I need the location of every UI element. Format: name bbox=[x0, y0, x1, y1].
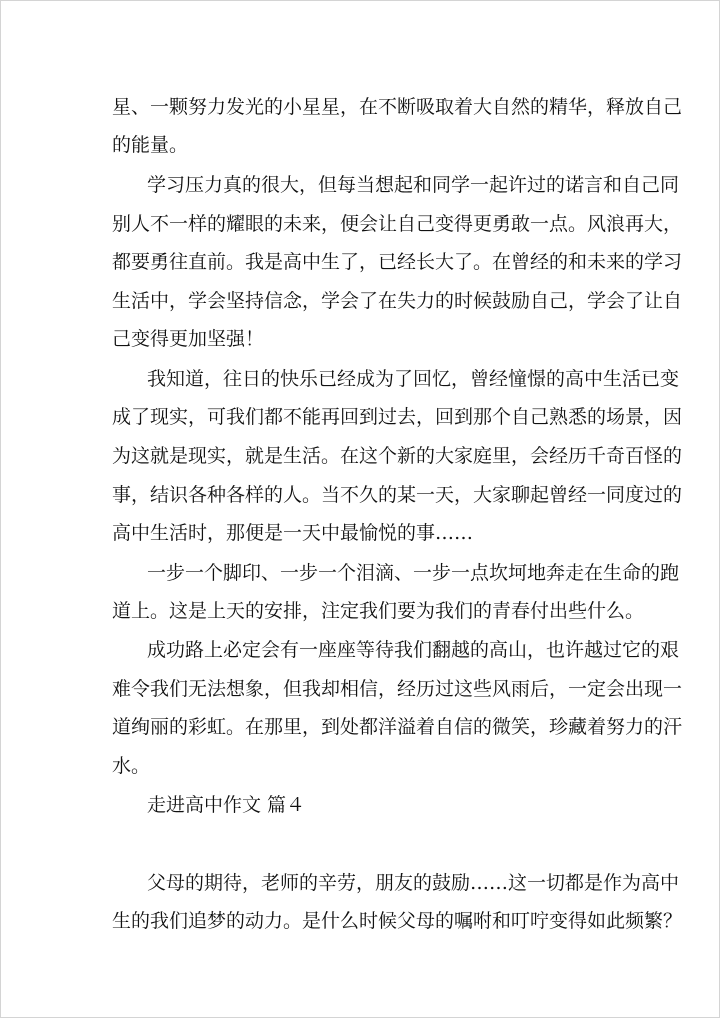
text-line: 高中生活时，那便是一天中最愉悦的事…… bbox=[112, 522, 474, 544]
text-line: 水。 bbox=[112, 755, 151, 777]
paragraph-start-line: 我知道，往日的快乐已经成为了回忆，曾经憧憬的高中生活已变 bbox=[147, 368, 680, 390]
paragraph-start-line: 学习压力真的很大，但每当想起和同学一起许过的诺言和自己同 bbox=[147, 174, 680, 196]
text-line: 为这就是现实，就是生活。在这个新的大家庭里，会经历千奇百怪的 bbox=[112, 445, 683, 467]
section-heading: 走进高中作文 篇４ bbox=[147, 794, 306, 816]
text-line: 事，结识各种各样的人。当不久的某一天，大家聊起曾经一同度过的 bbox=[112, 484, 683, 506]
paragraph-start-line: 父母的期待，老师的辛劳，朋友的鼓励……这一切都是作为高中 bbox=[147, 872, 680, 894]
paragraph-start-line: 成功路上必定会有一座座等待我们翻越的高山，也许越过它的艰 bbox=[147, 639, 680, 661]
text-line: 生活中，学会坚持信念，学会了在失力的时候鼓励自己，学会了让自 bbox=[112, 290, 683, 312]
text-line: 的能量。 bbox=[112, 134, 189, 156]
text-line: 都要勇往直前。我是高中生了，已经长大了。在曾经的和未来的学习 bbox=[112, 251, 683, 273]
paragraph-start-line: 一步一个脚印、一步一个泪滴、一步一点坎坷地奔走在生命的跑 bbox=[147, 562, 680, 584]
text-line: 难令我们无法想象，但我却相信，经历过这些风雨后，一定会出现一 bbox=[112, 678, 683, 700]
text-line: 道上。这是上天的安排，注定我们要为我们的青春付出些什么。 bbox=[112, 600, 645, 622]
text-line: 道绚丽的彩虹。在那里，到处都洋溢着自信的微笑，珍藏着努力的汗 bbox=[112, 716, 683, 738]
text-line: 成了现实，可我们都不能再回到过去，回到那个自己熟悉的场景，因 bbox=[112, 406, 683, 428]
text-line: 生的我们追梦的动力。是什么时候父母的嘱咐和叮咛变得如此频繁？ bbox=[112, 910, 683, 932]
text-line: 己变得更加坚强！ bbox=[112, 328, 265, 350]
text-line: 别人不一样的耀眼的未来，便会让自己变得更勇敢一点。风浪再大， bbox=[112, 213, 683, 235]
text-line: 星、一颗努力发光的小星星，在不断吸取着大自然的精华，释放自己 bbox=[112, 96, 683, 118]
